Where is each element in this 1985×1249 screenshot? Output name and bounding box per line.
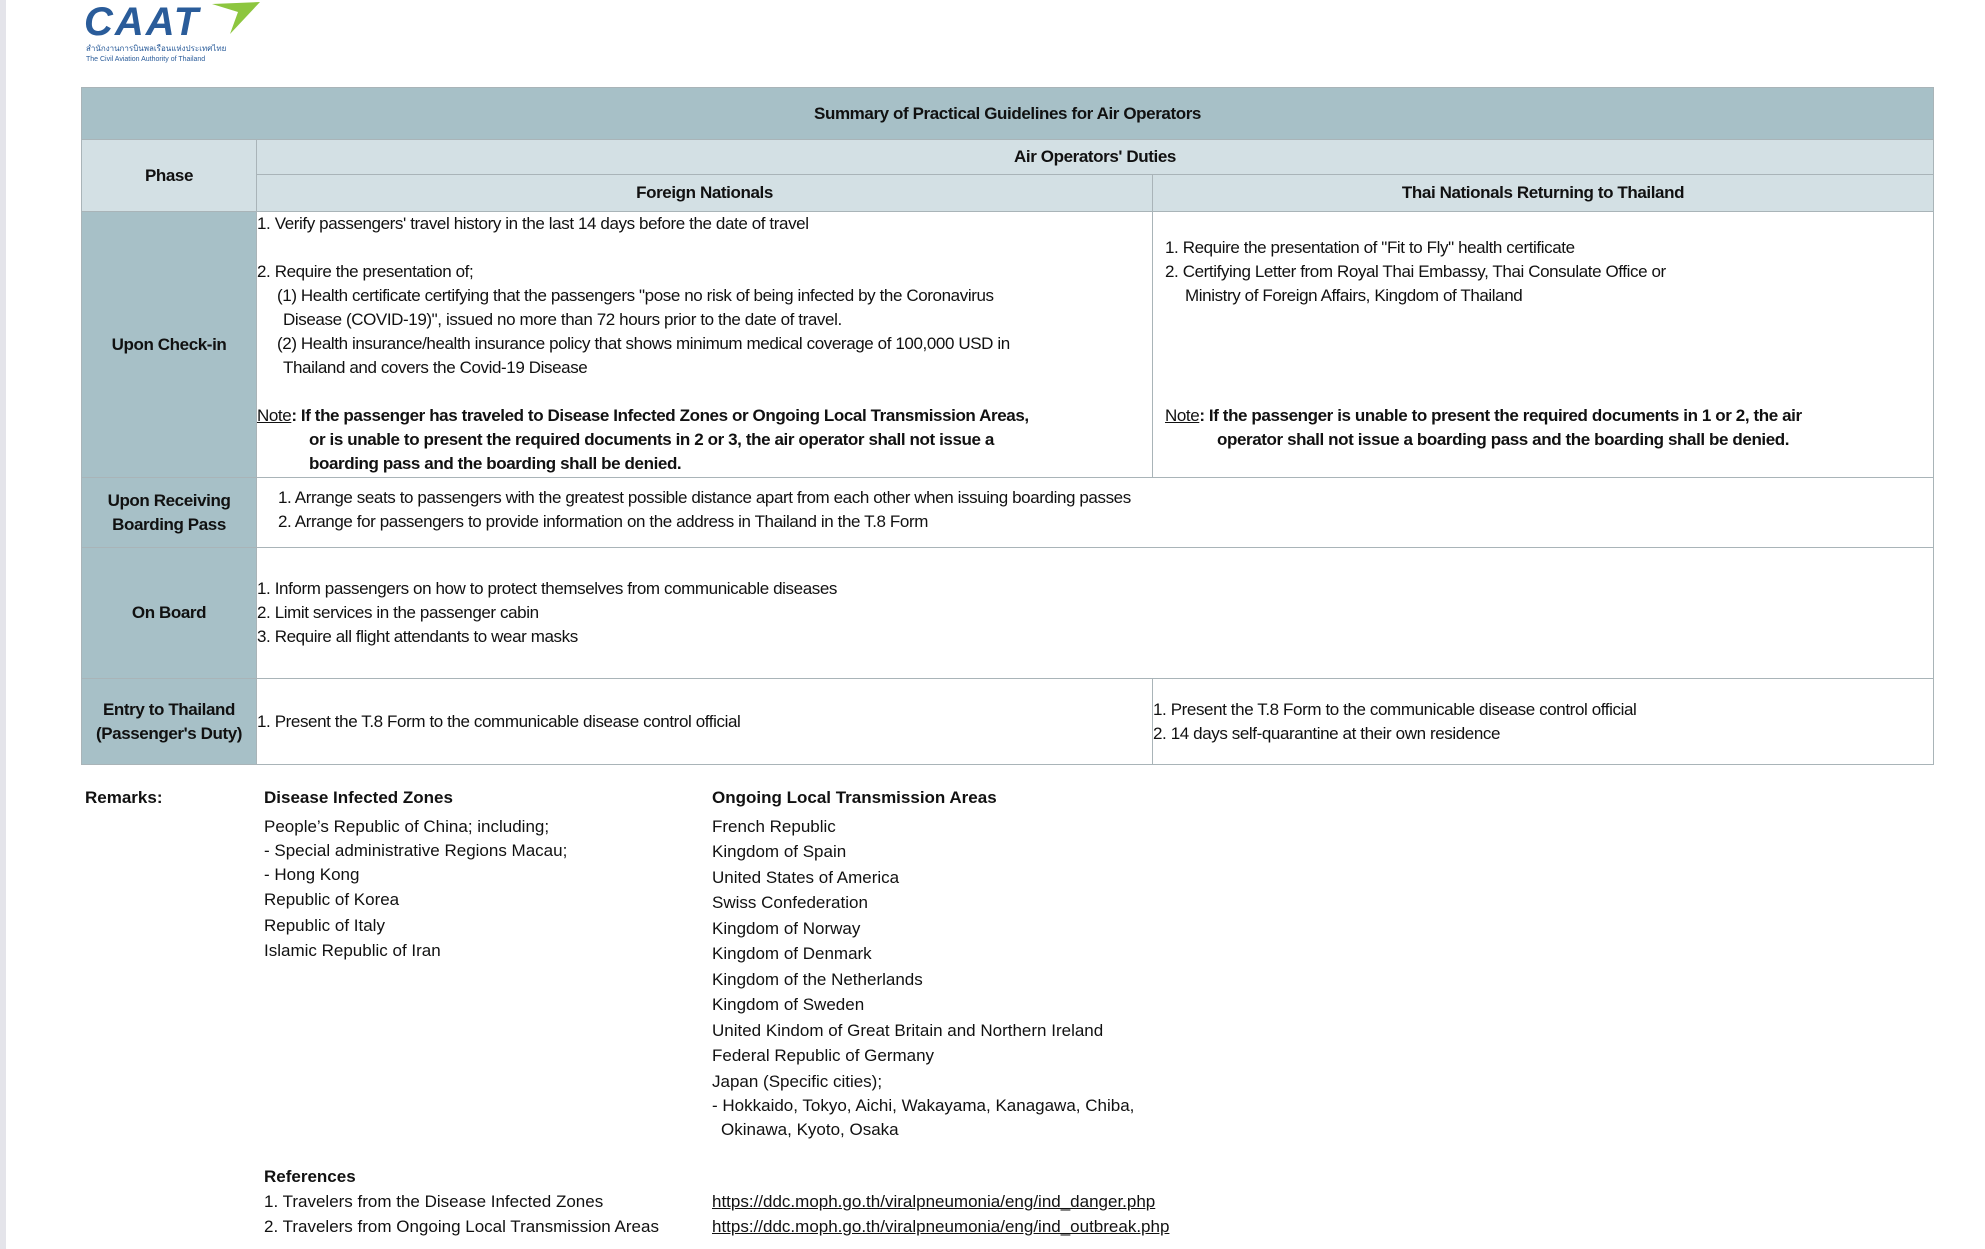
remarks-section [85,785,1933,1142]
text-line: Ministry of Foreign Affairs, Kingdom of Thailand [1185,286,1523,305]
note-text: : If the passenger has traveled to Disease Infected Zones or Ongoing Local Transmission Areas, [291,406,1029,425]
phase-label: Boarding Pass [112,514,226,534]
note-label: Note [1165,406,1200,425]
thai-nationals-header: Thai Nationals Returning to Thailand [1153,175,1934,212]
list-item: Kingdom of Spain [712,842,847,861]
phase-label: (Passenger's Duty) [95,723,243,743]
references-section [264,1164,1933,1249]
text-line: 1. Require the presentation of "Fit to Fly" health certificate [1165,238,1575,257]
guidelines-table [81,87,1934,765]
text-line: 1. Inform passengers on how to protect themselves from communicable diseases [257,579,837,598]
text-line: 2. Certifying Letter from Royal Thai Embassy, Thai Consulate Office or [1165,262,1666,281]
ongoing-transmission-areas [712,785,1937,1142]
list-item: Okinawa, Kyoto, Osaka [721,1120,899,1139]
entry-thai [1153,679,1934,765]
text-line: 3. Require all flight attendants to wear masks [257,627,578,646]
entry-foreign: 1. Present the T.8 Form to the communicable disease control official [257,679,1153,765]
list-item: People’s Republic of China; including; [264,816,550,836]
reference-label: 2. Travelers from Ongoing Local Transmission Areas [264,1217,659,1236]
list-item: Republic of Korea [264,890,400,909]
list-item: Kingdom of Norway [712,918,861,938]
text-line: (2) Health insurance/health insurance policy that shows minimum medical coverage of 100,000 USD in [277,334,1010,353]
text-line: 1. Verify passengers' travel history in the last 14 days before the date of travel [257,214,809,233]
text-line: Disease (COVID-19)", issued no more than 72 hours prior to the date of travel. [283,310,842,329]
phase-header: Phase [82,140,257,212]
logo-thai-text: สำนักงานการบินพลเรือนแห่งประเทศไทย [86,44,227,53]
text-line: (1) Health certificate certifying that the passengers "pose no risk of being infected by the Coronavirus [277,286,994,305]
reference-link[interactable] [712,1214,1712,1239]
list-item: Swiss Confederation [712,893,868,912]
text-line: 2. Limit services in the passenger cabin [257,603,539,622]
note [1165,404,1933,428]
list-item: Japan (Specific cities); [712,1071,883,1091]
phase-on-board: On Board [82,548,257,679]
references-heading: References [264,1167,356,1186]
list-item: Federal Republic of Germany [712,1046,935,1065]
list-item: - Special administrative Regions Macau; [264,841,568,860]
list-item: French Republic [712,816,836,836]
list-item: Republic of Italy [264,915,385,935]
phase-check-in: Upon Check-in [82,212,257,478]
list-item: United Kindom of Great Britain and Northern Ireland [712,1020,1104,1040]
table-row [82,679,1934,765]
list-item: United States of America [712,867,900,887]
page-edge [0,0,6,1249]
list-item: Kingdom of the Netherlands [712,969,923,989]
note-text: operator shall not issue a boarding pass and the boarding shall be denied. [1217,430,1790,449]
foreign-nationals-header: Foreign Nationals [257,175,1153,212]
logo-english-text: The Civil Aviation Authority of Thailand [86,56,206,63]
remarks-label: Remarks: [85,788,163,807]
table-row [82,212,1934,478]
reference-url[interactable]: https://ddc.moph.go.th/viralpneumonia/eng/ind_outbreak.php [712,1217,1170,1236]
list-item: - Hokkaido, Tokyo, Aichi, Wakayama, Kanagawa, Chiba, [712,1096,1135,1115]
check-in-thai [1153,212,1934,478]
table-row [82,548,1934,679]
text-line: 1. Present the T.8 Form to the communicable disease control official [1153,699,1637,719]
phase-boarding-pass [82,478,257,548]
text-line: Thailand and covers the Covid-19 Disease [283,358,588,377]
logo-wordmark: CAAT [84,0,201,44]
phase-label: Entry to Thailand [102,699,236,719]
table-row [82,478,1934,548]
note-text: boarding pass and the boarding shall be denied. [309,454,682,473]
phase-label: Upon Receiving [107,490,231,510]
text-line: 1. Arrange seats to passengers with the greatest possible distance apart from each other when issuing boarding passes [278,488,1131,507]
reference-link[interactable] [712,1189,1712,1214]
list-item: - Hong Kong [264,865,360,884]
reference-url[interactable]: https://ddc.moph.go.th/viralpneumonia/eng/ind_danger.php [712,1192,1156,1211]
note-text: : If the passenger is unable to present the required documents in 1 or 2, the air [1199,406,1802,425]
olta-title: Ongoing Local Transmission Areas [712,788,997,807]
disease-infected-zones [264,785,712,1142]
reference-label: 1. Travelers from the Disease Infected Zones [264,1192,604,1211]
note-text: or is unable to present the required documents in 2 or 3, the air operator shall not issue a [309,430,994,449]
duties-header: Air Operators' Duties [257,140,1934,175]
caat-logo [84,2,264,68]
boarding-duties [257,478,1934,548]
logo-swoosh-icon [202,0,262,40]
list-item: Kingdom of Sweden [712,995,865,1014]
diz-title: Disease Infected Zones [264,788,453,807]
on-board-duties [257,548,1934,679]
note [257,404,1152,428]
table-title: Summary of Practical Guidelines for Air Operators [82,88,1934,140]
check-in-foreign [257,212,1153,478]
text-line: 2. Arrange for passengers to provide information on the address in Thailand in the T.8 Form [278,512,928,531]
list-item: Kingdom of Denmark [712,944,872,963]
note-label: Note [257,406,292,425]
text-line: 2. Require the presentation of; [257,262,474,281]
list-item: Islamic Republic of Iran [264,941,441,960]
text-line: 2. 14 days self-quarantine at their own residence [1153,723,1501,743]
phase-entry [82,679,257,765]
